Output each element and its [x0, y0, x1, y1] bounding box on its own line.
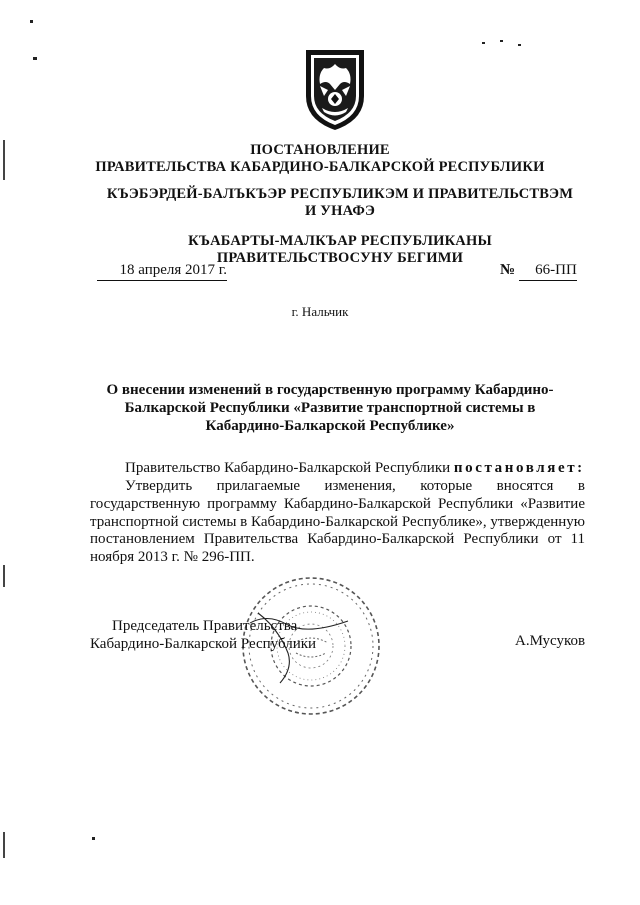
header-line-2: ПРАВИТЕЛЬСТВА КАБАРДИНО-БАЛКАРСКОЙ РЕСПУБЛИКИ	[95, 159, 545, 175]
intro-line	[90, 460, 585, 478]
header-kabardian: КЪЭБЭРДЕЙ-БАЛЪКЪЭР РЕСПУБЛИКЭМ И ПРАВИТЕЛЬСТВЭМ И УНАФЭ	[106, 186, 574, 219]
document-date	[97, 262, 231, 281]
signatory-name: А.Мусуков	[515, 633, 586, 649]
intro-text: Правительство Кабардино-Балкарской Республики	[125, 460, 451, 476]
document-number	[500, 262, 586, 281]
scan-speck	[482, 42, 485, 44]
intro-verb: постановляет:	[453, 460, 585, 476]
number-label: №	[500, 262, 516, 278]
header-balkar: КЪАБАРТЫ-МАЛКЪАР РЕСПУБЛИКАНЫ ПРАВИТЕЛЬСТВОСУНУ БЕГИМИ	[188, 233, 492, 266]
signatory-position-line-1: Председатель Правительства	[112, 618, 298, 634]
coat-of-arms-emblem	[300, 44, 370, 132]
document-date-value: 18 апреля 2017 г.	[97, 262, 227, 281]
scan-speck	[500, 40, 503, 42]
header-line-1: ПОСТАНОВЛЕНИЕ	[250, 142, 390, 158]
number-value: 66-ПП	[519, 262, 577, 281]
signatory-position-line-2: Кабардино-Балкарской Республики	[90, 636, 317, 652]
resolution-header	[0, 142, 640, 176]
city-name: г. Нальчик	[291, 304, 349, 319]
document-title: О внесении изменений в государственную программу Кабардино-Балкарской Республики «Развитие транспортной системы в Кабардино-Балкарской Республике»	[106, 382, 554, 434]
scan-speck	[30, 20, 33, 23]
scan-margin-mark	[3, 832, 5, 858]
signatory-position	[90, 617, 316, 653]
scan-margin-mark	[3, 565, 5, 587]
body-paragraph: Утвердить прилагаемые изменения, которые вносятся в государственную программу Кабардино-Балкарской Республики «Развитие транспортной системы в Кабардино-Балкарской Республике», утвержденную постановлением Правительства Кабардино-Балкарской Республики от 11 ноября 2013 г. № 296-ПП.	[90, 478, 585, 566]
scan-speck	[33, 57, 37, 60]
scan-speck	[92, 837, 95, 840]
scan-speck	[518, 44, 521, 46]
